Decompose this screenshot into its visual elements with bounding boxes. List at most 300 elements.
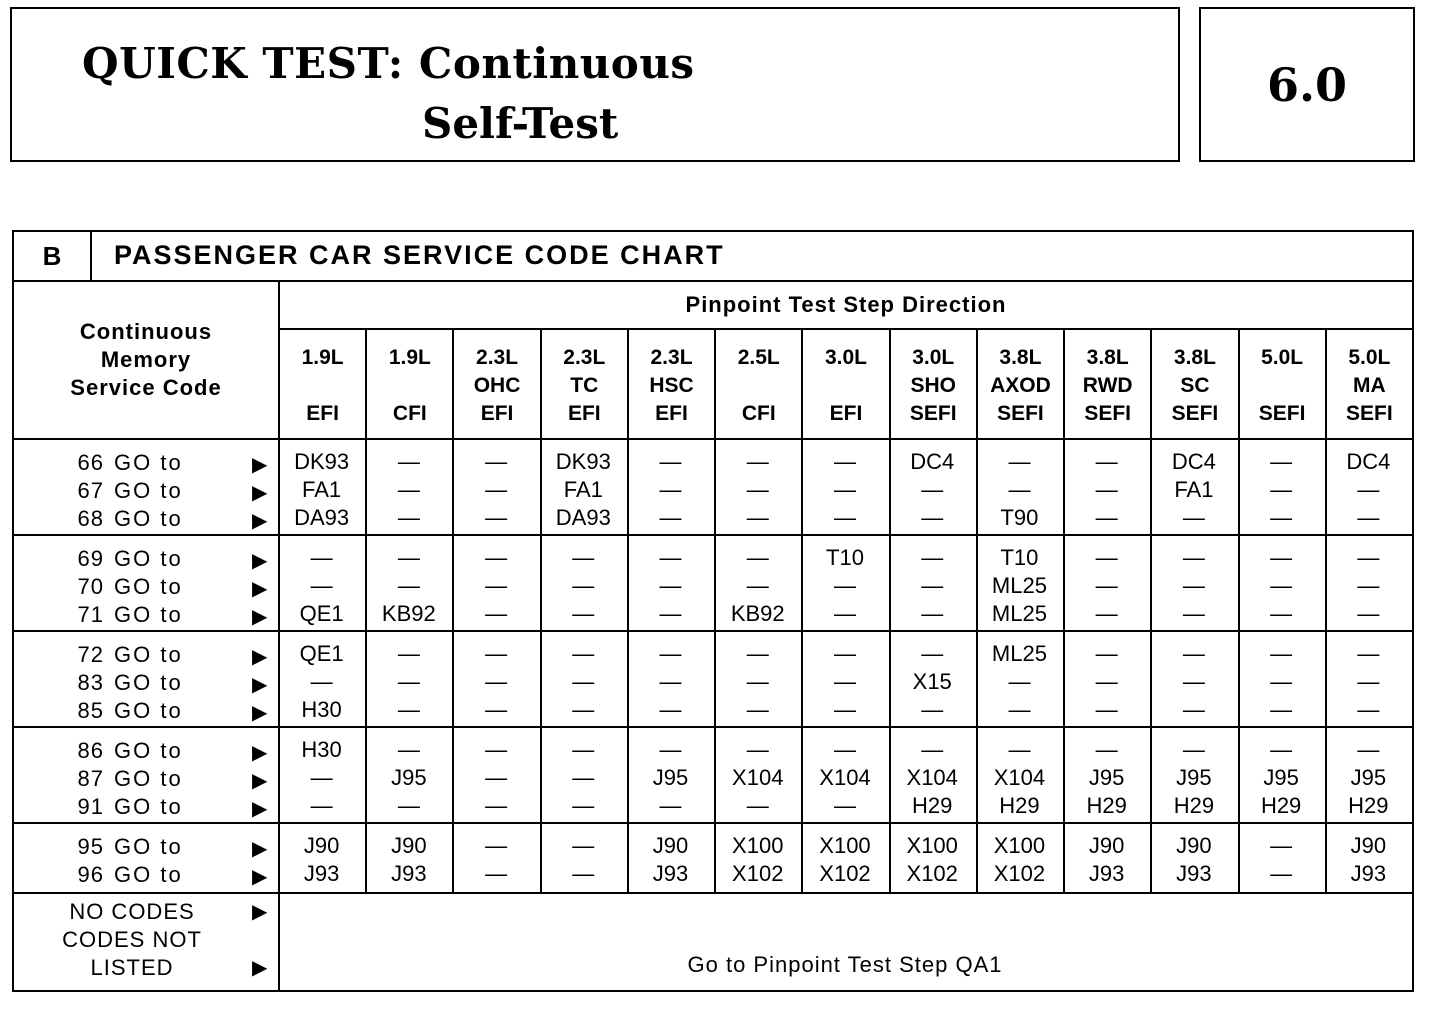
go-to-label: GO to — [114, 478, 183, 503]
test-step-cell: X15 — [912, 669, 952, 694]
row-header-line: Service Code — [70, 375, 222, 400]
row-header-line: Continuous — [79, 319, 213, 344]
column-header-line: 2.3L — [563, 346, 606, 369]
test-step-cell: ML25 — [991, 573, 1047, 598]
column-header-line: OHC — [473, 374, 521, 397]
test-step-cell: — — [746, 697, 769, 722]
column-header-line: CFI — [392, 402, 427, 425]
test-step-cell: — — [659, 697, 682, 722]
column-header-line: SEFI — [997, 402, 1044, 425]
test-step-cell: — — [833, 793, 856, 818]
test-step-cell: — — [659, 737, 682, 762]
service-code: 83 — [77, 670, 104, 695]
go-to-label: GO to — [114, 506, 183, 531]
test-step-cell: — — [1270, 601, 1293, 626]
row-divider — [14, 438, 1412, 440]
test-step-cell: — — [485, 861, 508, 886]
test-step-cell: — — [833, 697, 856, 722]
footer-code-text: NO CODES — [69, 899, 195, 924]
test-step-cell: — — [746, 449, 769, 474]
test-step-cell: — — [485, 765, 508, 790]
test-step-cell: — — [1270, 505, 1293, 530]
row-divider — [14, 534, 1412, 536]
column-header-line: RWD — [1082, 374, 1133, 397]
test-step-cell: — — [572, 545, 595, 570]
test-step-cell: — — [1095, 573, 1118, 598]
test-step-cell: — — [921, 477, 944, 502]
test-step-cell: J93 — [303, 861, 340, 886]
test-step-cell: — — [659, 793, 682, 818]
test-step-cell: — — [1095, 477, 1118, 502]
test-step-cell: H30 — [301, 697, 342, 722]
test-step-cell: — — [659, 545, 682, 570]
chart-title: PASSENGER CAR SERVICE CODE CHART — [114, 240, 725, 270]
test-step-cell: — — [921, 573, 944, 598]
arrow-right-icon: ▶ — [252, 550, 268, 572]
test-step-cell: — — [397, 641, 420, 666]
column-header-line: 1.9L — [301, 346, 344, 369]
test-step-cell: — — [485, 737, 508, 762]
test-step-cell: — — [397, 697, 420, 722]
test-step-cell: — — [1357, 545, 1380, 570]
arrow-right-icon: ▶ — [252, 578, 268, 600]
service-code-row — [14, 738, 278, 766]
test-step-cell: — — [485, 669, 508, 694]
test-step-cell: — — [397, 669, 420, 694]
arrow-right-icon: ▶ — [252, 866, 268, 888]
test-step-cell: J95 — [1088, 765, 1125, 790]
test-step-cell: H29 — [1173, 793, 1215, 818]
test-step-cell: X104 — [993, 765, 1046, 790]
test-step-cell: — — [746, 737, 769, 762]
test-step-cell: T90 — [1000, 505, 1039, 530]
service-code-row — [14, 862, 278, 890]
test-step-cell: — — [572, 641, 595, 666]
test-step-cell: — — [397, 793, 420, 818]
service-code-row — [14, 450, 278, 478]
test-step-cell: — — [572, 833, 595, 858]
test-step-cell: — — [921, 641, 944, 666]
test-step-cell: FA1 — [563, 477, 603, 502]
test-step-cell: — — [1008, 697, 1031, 722]
test-step-cell: T10 — [1000, 545, 1039, 570]
test-step-cell: — — [659, 601, 682, 626]
service-code: 86 — [77, 738, 104, 763]
column-header-line: 3.8L — [1173, 346, 1216, 369]
column-header-line: 2.5L — [737, 346, 780, 369]
column-header — [278, 330, 365, 438]
test-step-cell: — — [921, 545, 944, 570]
test-step-cell: — — [1095, 669, 1118, 694]
test-step-cell: J90 — [1176, 833, 1212, 858]
chart-badge: B — [14, 232, 92, 280]
test-step-cell: — — [1357, 697, 1380, 722]
test-step-cell: KB92 — [730, 601, 785, 626]
column-header — [976, 330, 1063, 438]
test-step-cell: X102 — [732, 861, 784, 886]
column-header — [801, 330, 888, 438]
test-step-cell: — — [746, 669, 769, 694]
test-step-cell: — — [485, 573, 508, 598]
page-title-line1: QUICK TEST: Continuous — [82, 39, 695, 88]
column-header — [889, 330, 976, 438]
test-step-cell: — — [485, 545, 508, 570]
test-step-cell: T10 — [826, 545, 864, 570]
test-step-cell: — — [1095, 737, 1118, 762]
service-code: 96 — [77, 862, 104, 887]
test-step-cell: — — [1095, 641, 1118, 666]
test-step-cell: — — [921, 505, 944, 530]
test-step-cell: — — [833, 601, 856, 626]
test-step-cell: — — [833, 477, 856, 502]
column-header-line: CFI — [741, 402, 776, 425]
go-to-label: GO to — [114, 574, 183, 599]
test-step-cell: — — [310, 545, 333, 570]
column-header-line: EFI — [480, 402, 514, 425]
test-step-cell: DK93 — [555, 449, 611, 474]
row-divider — [14, 892, 1412, 894]
test-step-cell: — — [485, 449, 508, 474]
column-header-line: SEFI — [1258, 402, 1306, 425]
test-step-cell: — — [746, 477, 769, 502]
test-step-cell: — — [1182, 669, 1205, 694]
column-header-line: EFI — [567, 402, 601, 425]
test-step-cell: — — [310, 793, 333, 818]
go-to-label: GO to — [114, 670, 183, 695]
test-step-cell: — — [1182, 545, 1205, 570]
test-step-cell: — — [1270, 697, 1293, 722]
column-header-line: SEFI — [1346, 402, 1393, 425]
arrow-right-icon: ▶ — [252, 798, 268, 820]
test-step-cell: QE1 — [299, 601, 344, 626]
service-code: 67 — [77, 478, 104, 503]
test-step-cell: — — [485, 601, 508, 626]
test-step-cell: — — [833, 449, 856, 474]
column-header-line: SC — [1180, 374, 1210, 397]
go-to-label: GO to — [114, 738, 183, 763]
test-step-cell: — — [397, 545, 420, 570]
service-code: 66 — [77, 450, 104, 475]
test-step-cell: — — [397, 477, 420, 502]
test-step-cell: — — [1270, 641, 1293, 666]
test-step-cell: — — [659, 669, 682, 694]
test-step-cell: — — [659, 573, 682, 598]
test-step-cell: — — [833, 669, 856, 694]
arrow-right-icon: ▶ — [252, 702, 268, 724]
test-step-cell: J93 — [391, 861, 427, 886]
test-step-cell: — — [1357, 641, 1380, 666]
test-step-cell: — — [572, 573, 595, 598]
column-header-line: 3.0L — [912, 346, 955, 369]
test-step-cell: DA93 — [294, 505, 350, 530]
go-to-label: GO to — [114, 450, 183, 475]
test-step-cell: — — [659, 477, 682, 502]
row-header — [14, 282, 278, 438]
test-step-cell: DK93 — [294, 449, 350, 474]
test-step-cell: H30 — [301, 737, 342, 762]
test-step-cell: — — [1095, 505, 1118, 530]
test-step-cell: X102 — [819, 861, 871, 886]
test-step-cell: X102 — [906, 861, 958, 886]
section-number: 6.0 — [1199, 7, 1415, 162]
arrow-right-icon: ▶ — [252, 770, 268, 792]
chart-header — [14, 232, 1412, 282]
test-step-cell: — — [1270, 669, 1293, 694]
test-step-cell: — — [1357, 477, 1380, 502]
test-step-cell: — — [746, 505, 769, 530]
arrow-right-icon: ▶ — [252, 957, 268, 979]
test-step-cell: J93 — [652, 861, 689, 886]
service-code-row — [14, 766, 278, 794]
test-step-cell: X104 — [819, 765, 871, 790]
footer-code-text: CODES NOT — [62, 927, 202, 952]
service-code-row — [14, 602, 278, 630]
test-step-cell: — — [1182, 573, 1205, 598]
test-step-cell: X104 — [732, 765, 784, 790]
service-code-row — [14, 506, 278, 534]
test-step-cell: — — [746, 573, 769, 598]
test-step-cell: — — [310, 765, 333, 790]
service-code-row — [14, 670, 278, 698]
arrow-right-icon: ▶ — [252, 742, 268, 764]
service-code: 95 — [77, 834, 104, 859]
test-step-cell: H29 — [1348, 793, 1389, 818]
test-step-cell: — — [746, 793, 769, 818]
test-step-cell: X100 — [732, 833, 784, 858]
test-step-cell: J95 — [1350, 765, 1387, 790]
go-to-label: GO to — [114, 794, 183, 819]
service-code-row — [14, 546, 278, 574]
test-step-cell: X102 — [993, 861, 1046, 886]
test-step-cell: — — [1008, 669, 1031, 694]
go-to-label: GO to — [114, 698, 183, 723]
test-step-cell: — — [1182, 697, 1205, 722]
test-step-cell: X100 — [819, 833, 871, 858]
test-step-cell: KB92 — [381, 601, 436, 626]
pinpoint-header: Pinpoint Test Step Direction — [278, 282, 1412, 330]
service-code: 69 — [77, 546, 104, 571]
test-step-cell: — — [572, 601, 595, 626]
test-step-cell: — — [833, 737, 856, 762]
go-to-label: GO to — [114, 862, 183, 887]
test-step-cell: — — [1270, 861, 1293, 886]
test-step-cell: — — [659, 505, 682, 530]
test-step-cell: — — [572, 793, 595, 818]
service-code-row — [14, 698, 278, 726]
column-header-line: TC — [570, 374, 599, 397]
service-code: 70 — [77, 574, 104, 599]
test-step-cell: — — [1008, 737, 1031, 762]
test-step-cell: FA1 — [302, 477, 342, 502]
column-header — [1238, 330, 1325, 438]
row-header-line: Memory — [100, 347, 192, 372]
test-step-cell: — — [1270, 449, 1293, 474]
page-title-line2: Self-Test — [422, 99, 619, 148]
go-to-label: GO to — [114, 602, 183, 627]
column-header-line: MA — [1353, 374, 1386, 397]
test-step-cell: — — [1095, 601, 1118, 626]
service-code: 68 — [77, 506, 104, 531]
service-code-row — [14, 574, 278, 602]
arrow-right-icon: ▶ — [252, 646, 268, 668]
test-step-cell: — — [397, 505, 420, 530]
test-step-cell: — — [1270, 545, 1293, 570]
test-step-cell: — — [485, 793, 508, 818]
column-header-line: SEFI — [1084, 402, 1132, 425]
column-header — [1150, 330, 1237, 438]
arrow-right-icon: ▶ — [252, 454, 268, 476]
test-step-cell: — — [1270, 833, 1293, 858]
test-step-cell: — — [1182, 601, 1205, 626]
test-step-cell: — — [485, 697, 508, 722]
test-step-cell: — — [485, 833, 508, 858]
test-step-cell: — — [1357, 573, 1380, 598]
test-step-cell: X104 — [906, 765, 958, 790]
service-code: 87 — [77, 766, 104, 791]
row-divider — [14, 726, 1412, 728]
test-step-cell: X100 — [906, 833, 958, 858]
test-step-cell: — — [1357, 669, 1380, 694]
service-code-row — [14, 794, 278, 822]
test-step-cell: — — [746, 641, 769, 666]
test-step-cell: — — [1357, 505, 1380, 530]
column-header — [540, 330, 627, 438]
column-header-line: SEFI — [1171, 402, 1219, 425]
test-step-cell: — — [1008, 449, 1031, 474]
footer-code-text: LISTED — [90, 955, 174, 980]
test-step-cell: J93 — [1088, 861, 1125, 886]
test-step-cell: — — [1095, 545, 1118, 570]
column-header — [1325, 330, 1412, 438]
test-step-cell: J93 — [1176, 861, 1212, 886]
test-step-cell: J90 — [1350, 833, 1387, 858]
column-header — [365, 330, 452, 438]
test-step-cell: H29 — [1086, 793, 1127, 818]
test-step-cell: — — [485, 641, 508, 666]
test-step-cell: — — [572, 669, 595, 694]
test-step-cell: J90 — [652, 833, 689, 858]
test-step-cell: — — [921, 737, 944, 762]
test-step-cell: — — [397, 449, 420, 474]
test-step-cell: — — [921, 601, 944, 626]
test-step-cell: J90 — [303, 833, 340, 858]
go-to-label: GO to — [114, 642, 183, 667]
test-step-cell: — — [1270, 737, 1293, 762]
column-header — [1063, 330, 1150, 438]
test-step-cell: — — [310, 573, 333, 598]
row-divider — [14, 822, 1412, 824]
column-header-line: SHO — [910, 374, 956, 397]
service-code-row — [14, 478, 278, 506]
arrow-right-icon: ▶ — [252, 901, 268, 923]
go-to-label: GO to — [114, 834, 183, 859]
arrow-right-icon: ▶ — [252, 838, 268, 860]
service-code-row — [14, 642, 278, 670]
test-step-cell: — — [397, 573, 420, 598]
arrow-right-icon: ▶ — [252, 606, 268, 628]
test-step-cell: — — [572, 765, 595, 790]
column-header-line: 1.9L — [388, 346, 431, 369]
test-step-cell: — — [1182, 641, 1205, 666]
test-step-cell: — — [833, 505, 856, 530]
go-to-label: GO to — [114, 546, 183, 571]
test-step-cell: — — [1182, 737, 1205, 762]
test-step-cell: FA1 — [1174, 477, 1214, 502]
column-header-line: HSC — [649, 374, 694, 397]
test-step-cell: — — [746, 545, 769, 570]
test-step-cell: — — [1008, 477, 1031, 502]
test-step-cell: — — [572, 697, 595, 722]
column-header-line: EFI — [829, 402, 863, 425]
test-step-cell: ML25 — [991, 601, 1047, 626]
test-step-cell: DA93 — [555, 505, 611, 530]
column-header — [714, 330, 801, 438]
column-header-line: 3.8L — [999, 346, 1042, 369]
column-header-line: 5.0L — [1348, 346, 1391, 369]
service-code: 71 — [77, 602, 104, 627]
pinpoint-instruction: Go to Pinpoint Test Step QA1 — [687, 952, 1003, 977]
test-step-cell: — — [833, 573, 856, 598]
title-box — [10, 7, 1180, 162]
test-step-cell: J95 — [1176, 765, 1212, 790]
service-code: 85 — [77, 698, 104, 723]
service-code: 91 — [77, 794, 104, 819]
column-header-line: 2.3L — [650, 346, 693, 369]
test-step-cell: — — [1270, 573, 1293, 598]
column-header-line: 3.8L — [1086, 346, 1129, 369]
test-step-cell: DC4 — [1346, 449, 1391, 474]
service-code-chart — [12, 230, 1414, 992]
test-step-cell: — — [921, 697, 944, 722]
test-step-cell: — — [1357, 601, 1380, 626]
test-step-cell: J95 — [652, 765, 689, 790]
test-step-cell: J95 — [1263, 765, 1299, 790]
test-step-cell: — — [485, 477, 508, 502]
test-step-cell: — — [1270, 477, 1293, 502]
test-step-cell: QE1 — [299, 641, 344, 666]
column-header-line: 5.0L — [1261, 346, 1304, 369]
test-step-cell: — — [310, 669, 333, 694]
service-code-row — [14, 834, 278, 862]
column-header — [452, 330, 539, 438]
test-step-cell: — — [659, 641, 682, 666]
column-header-line: 2.3L — [476, 346, 519, 369]
test-step-cell: — — [572, 861, 595, 886]
column-header-line: 3.0L — [824, 346, 867, 369]
service-code: 72 — [77, 642, 104, 667]
test-step-cell: J95 — [391, 765, 427, 790]
test-step-cell: H29 — [912, 793, 953, 818]
test-step-cell: H29 — [999, 793, 1040, 818]
test-step-cell: — — [833, 641, 856, 666]
test-step-cell: J93 — [1350, 861, 1387, 886]
arrow-right-icon: ▶ — [252, 674, 268, 696]
test-step-cell: X100 — [993, 833, 1046, 858]
arrow-right-icon: ▶ — [252, 510, 268, 532]
column-header — [627, 330, 714, 438]
go-to-label: GO to — [114, 766, 183, 791]
column-header-line: SEFI — [909, 402, 957, 425]
test-step-cell: — — [1182, 505, 1205, 530]
column-header-line: EFI — [655, 402, 688, 425]
test-step-cell: J90 — [1088, 833, 1125, 858]
test-step-cell: DC4 — [910, 449, 955, 474]
arrow-right-icon: ▶ — [252, 482, 268, 504]
test-step-cell: J90 — [391, 833, 427, 858]
row-divider — [14, 630, 1412, 632]
test-step-cell: — — [485, 505, 508, 530]
test-step-cell: H29 — [1260, 793, 1302, 818]
